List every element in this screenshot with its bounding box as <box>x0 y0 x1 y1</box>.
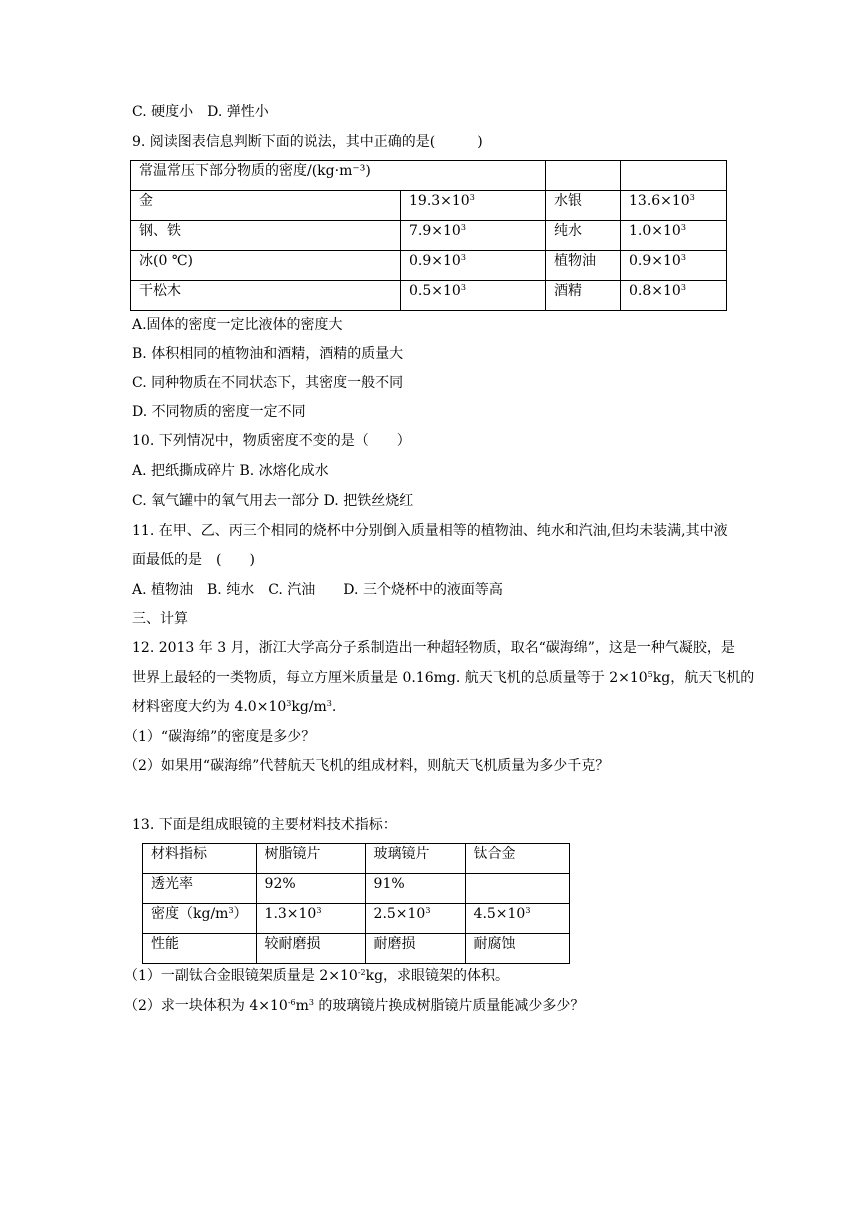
density-value: $0.9\times 10^3$ <box>621 251 727 281</box>
q9-option-b: B. 体积相同的植物油和酒精，酒精的质量大 <box>132 346 404 362</box>
q9-option-d: D. 不同物质的密度一定不同 <box>132 404 306 420</box>
substance-name: 干松木 <box>131 281 401 311</box>
table-row <box>131 221 727 251</box>
table-cell: 较耐磨损 <box>256 934 365 964</box>
q8-options: C. 硬度小 D. 弹性小 <box>132 104 269 120</box>
substance-name: 植物油 <box>546 251 621 281</box>
table-cell: 密度$(kg/m^3)$ <box>143 904 257 934</box>
table-header-cell: 树脂镜片 <box>256 844 365 874</box>
table-header-cell: 钛合金 <box>465 844 569 874</box>
q10-stem: 10. 下列情况中，物质密度不变的是（ ） <box>132 433 411 449</box>
table-cell: 透光率 <box>143 874 257 904</box>
density-table-header: 常温常压下部分物质的密度/(kg·m⁻³) <box>131 161 546 191</box>
table-row <box>131 191 727 221</box>
table-cell: $4.5\times 10^3$ <box>465 904 569 934</box>
q10-options-2: C. 氧气罐中的氧气用去一部分 D. 把铁丝烧红 <box>132 493 414 509</box>
density-value: $0.9\times 10^3$ <box>401 251 546 281</box>
table-cell: 92% <box>256 874 365 904</box>
substance-name: 纯水 <box>546 221 621 251</box>
q9-option-a: A.固体的密度一定比液体的密度大 <box>132 317 343 333</box>
table-cell: 耐磨损 <box>365 934 465 964</box>
substance-name: 水银 <box>546 191 621 221</box>
density-value: $7.9\times 10^3$ <box>401 221 546 251</box>
table-cell: $2.5\times 10^3$ <box>365 904 465 934</box>
table-header-cell: 玻璃镜片 <box>365 844 465 874</box>
substance-name: 钢、铁 <box>131 221 401 251</box>
lens-material-table <box>142 843 570 964</box>
q13-sub-1: （1）一副钛合金眼镜架质量是 $2\times 10^{-2}kg$，求眼镜架的体积。 <box>124 968 510 984</box>
table-cell-empty <box>621 161 727 191</box>
table-cell: 91% <box>365 874 465 904</box>
q11-stem-1: 11. 在甲、乙、丙三个相同的烧杯中分别倒入质量相等的植物油、纯水和汽油,但均未装满,其中液 <box>132 523 728 539</box>
q12-sub-2: （2）如果用“碳海绵”代替航天飞机的组成材料，则航天飞机质量为多少千克？ <box>124 758 610 774</box>
section-heading: 三、计算 <box>132 611 188 627</box>
density-value: $1.0\times 10^3$ <box>621 221 727 251</box>
table-cell-empty <box>546 161 621 191</box>
table-cell: 性能 <box>143 934 257 964</box>
density-value: $0.5\times 10^3$ <box>401 281 546 311</box>
q11-stem-2: 面最低的是 ( ) <box>132 552 255 568</box>
table-row <box>143 874 570 904</box>
q9-option-c: C. 同种物质在不同状态下，其密度一般不同 <box>132 375 404 391</box>
q12-line-3: 材料密度大约为 $4.0\times 10^3kg/m^3$. <box>132 699 337 715</box>
substance-name: 酒精 <box>546 281 621 311</box>
q9-stem: 9. 阅读图表信息判断下面的说法，其中正确的是( ) <box>132 134 483 150</box>
table-row <box>143 904 570 934</box>
table-row <box>143 844 570 874</box>
q11-options: A. 植物油 B. 纯水 C. 汽油 D. 三个烧杯中的液面等高 <box>132 582 503 598</box>
q13-sub-2: （2）求一块体积为 $4\times 10^{-6}m^3$ 的玻璃镜片换成树脂镜片质量能减少多少？ <box>124 998 585 1014</box>
density-table <box>130 160 727 311</box>
table-cell: 耐腐蚀 <box>465 934 569 964</box>
table-cell: $1.3\times 10^3$ <box>256 904 365 934</box>
q12-sub-1: （1）“碳海绵”的密度是多少？ <box>124 729 316 745</box>
table-cell <box>465 874 569 904</box>
table-row <box>131 161 727 191</box>
density-value: $13.6\times 10^3$ <box>621 191 727 221</box>
table-row <box>131 251 727 281</box>
table-header-cell: 材料指标 <box>143 844 257 874</box>
q13-stem: 13. 下面是组成眼镜的主要材料技术指标： <box>132 817 397 833</box>
q10-options-1: A. 把纸撕成碎片 B. 冰熔化成水 <box>132 463 329 479</box>
q12-line-2: 世界上最轻的一类物质，每立方厘米质量是 0.16mg. 航天飞机的总质量等于 $2\times 10^5kg$，航天飞机的 <box>132 670 755 686</box>
table-row <box>143 934 570 964</box>
substance-name: 冰(0 ℃) <box>131 251 401 281</box>
density-value: $19.3\times 10^3$ <box>401 191 546 221</box>
table-row <box>131 281 727 311</box>
q12-line-1: 12. 2013 年 3 月，浙江大学高分子系制造出一种超轻物质，取名“碳海绵”，这是一种气凝胶，是 <box>132 640 735 656</box>
density-value: $0.8\times 10^3$ <box>621 281 727 311</box>
substance-name: 金 <box>131 191 401 221</box>
